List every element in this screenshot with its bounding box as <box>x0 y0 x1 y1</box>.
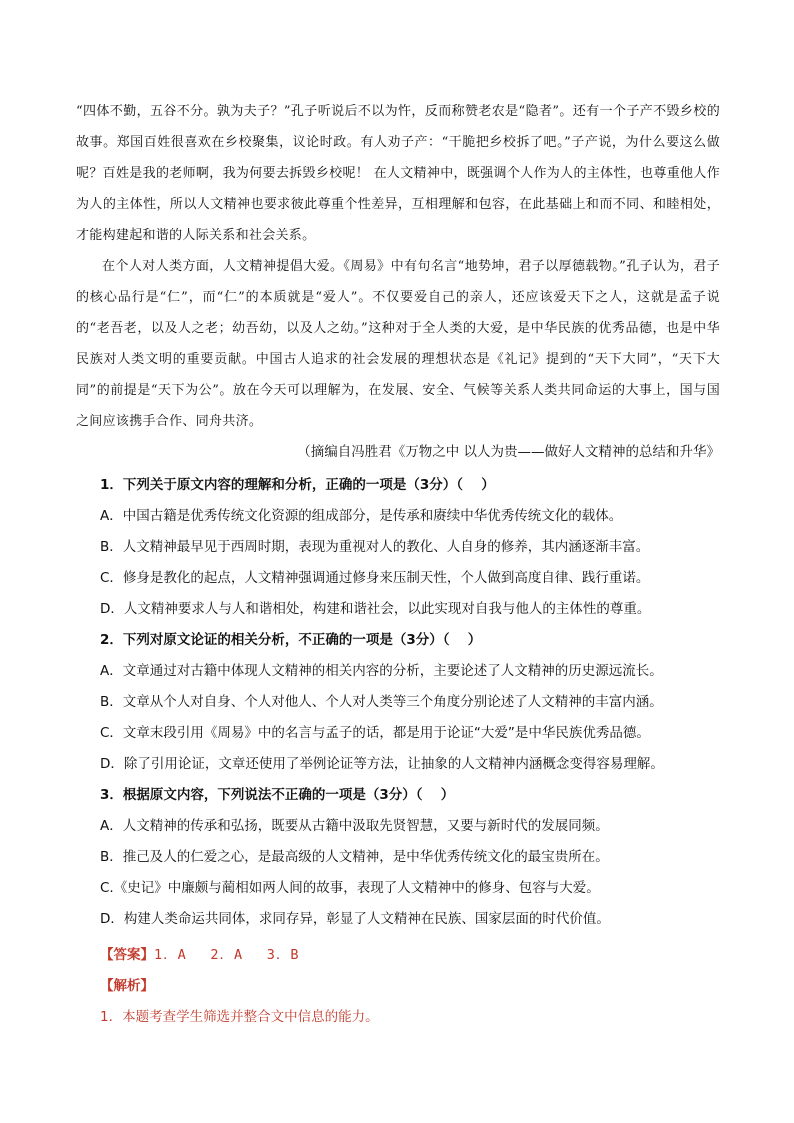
question-title: 3．根据原文内容，下列说法不正确的一项是（3分）（ ） <box>100 787 455 803</box>
option-a: A．文章通过对古籍中体现人文精神的相关内容的分析，主要论述了人文精神的历史源远流长。 <box>100 663 663 679</box>
option-d: D．构建人类命运共同体，求同存异，彰显了人文精神在民族、国家层面的时代价值。 <box>100 911 610 927</box>
analysis-header <box>100 971 720 1002</box>
option-a: A．中国古籍是优秀传统文化资源的组成部分，是传承和赓续中华优秀传统文化的载体。 <box>100 508 623 524</box>
question-2 <box>100 625 720 780</box>
option-c: C．修身是教化的起点，人文精神强调通过修身来压制天性，个人做到高度自律、践行重诺。 <box>100 570 650 586</box>
passage <box>76 96 720 437</box>
answer-tag: 【答案】 <box>100 947 154 963</box>
question-title: 2．下列对原文论证的相关分析，不正确的一项是（3分）（ ） <box>100 632 482 648</box>
option-d: D．除了引用论证，文章还使用了举例论证等方法，让抽象的人文精神内涵概念变得容易理解。 <box>100 756 664 772</box>
option-b: B．推己及人的仁爱之心，是最高级的人文精神，是中华优秀传统文化的最宝贵所在。 <box>100 849 609 865</box>
analysis-tag: 【解析】 <box>100 978 154 994</box>
option-b: B．人文精神最早见于西周时期，表现为重视对人的教化、人自身的修养，其内涵逐渐丰富。 <box>100 539 650 555</box>
question-1 <box>100 470 720 625</box>
source-citation: （摘编自冯胜君《万物之中 以人为贵——做好人文精神的总结和升华》 <box>297 444 720 460</box>
question-3 <box>100 780 720 935</box>
option-c: C．文章末段引用《周易》中的名言与孟子的话，都是用于论证“大爱”是中华民族优秀品德。 <box>100 725 650 741</box>
passage-paragraph-2: 在个人对人类方面，人文精神提倡大爱。《周易》中有句名言“地势坤，君子以厚德载物。”孔子认为，君子的核心品行是“仁”，而“仁”的本质就是“爱人”。不仅要爱自己的亲人，还应该爱天下之人，这就是孟子说的“老吾老，以及人之老；幼吾幼，以及人之幼。”这种对于全人类的大爱，是中华民族的优秀品德，也是中华民族对人类文明的重要贡献。中国古人追求的社会发展的理想状态是《礼记》提到的“天下大同”，“天下大同”的前提是“天下为公”。放在今天可以理解为，在发展、安全、气候等关系人类共同命运的大事上，国与国之间应该携手合作、同舟共济。 <box>76 259 720 429</box>
answer-line <box>100 940 720 971</box>
option-b: B．文章从个人对自身、个人对他人、个人对人类等三个角度分别论述了人文精神的丰富内涵。 <box>100 694 663 710</box>
option-c: C.《史记》中廉颇与蔺相如两人间的故事，表现了人文精神中的修身、包容与大爱。 <box>100 880 600 896</box>
question-title: 1．下列关于原文内容的理解和分析，正确的一项是（3分）（ ） <box>100 477 495 493</box>
option-a: A．人文精神的传承和弘扬，既要从古籍中汲取先贤智慧，又要与新时代的发展同频。 <box>100 818 609 834</box>
passage-paragraph-1: “四体不勤，五谷不分。孰为夫子？”孔子听说后不以为忤，反而称赞老农是“隐者”。还有一个子产不毁乡校的故事。郑国百姓很喜欢在乡校聚集，议论时政。有人劝子产：“干脆把乡校拆了吧。”子产说，为什么要这么做呢？百姓是我的老师啊，我为何要去拆毁乡校呢！ 在人文精神中，既强调个人作为人的主体性，也尊重他人作为人的主体性，所以人文精神也要求彼此尊重个性差异，互相理解和包容，在此基础上和而不同、和睦相处，才能构建起和谐的人际关系和社会关系。 <box>76 104 720 243</box>
analysis-line-1: 1．本题考查学生筛选并整合文中信息的能力。 <box>100 1009 379 1025</box>
answer-section <box>100 940 720 1033</box>
option-d: D．人文精神要求人与人和谐相处，构建和谐社会，以此实现对自我与他人的主体性的尊重。 <box>100 601 651 617</box>
questions <box>100 470 720 935</box>
answer-value: 1．A 2．A 3．B <box>154 947 300 963</box>
